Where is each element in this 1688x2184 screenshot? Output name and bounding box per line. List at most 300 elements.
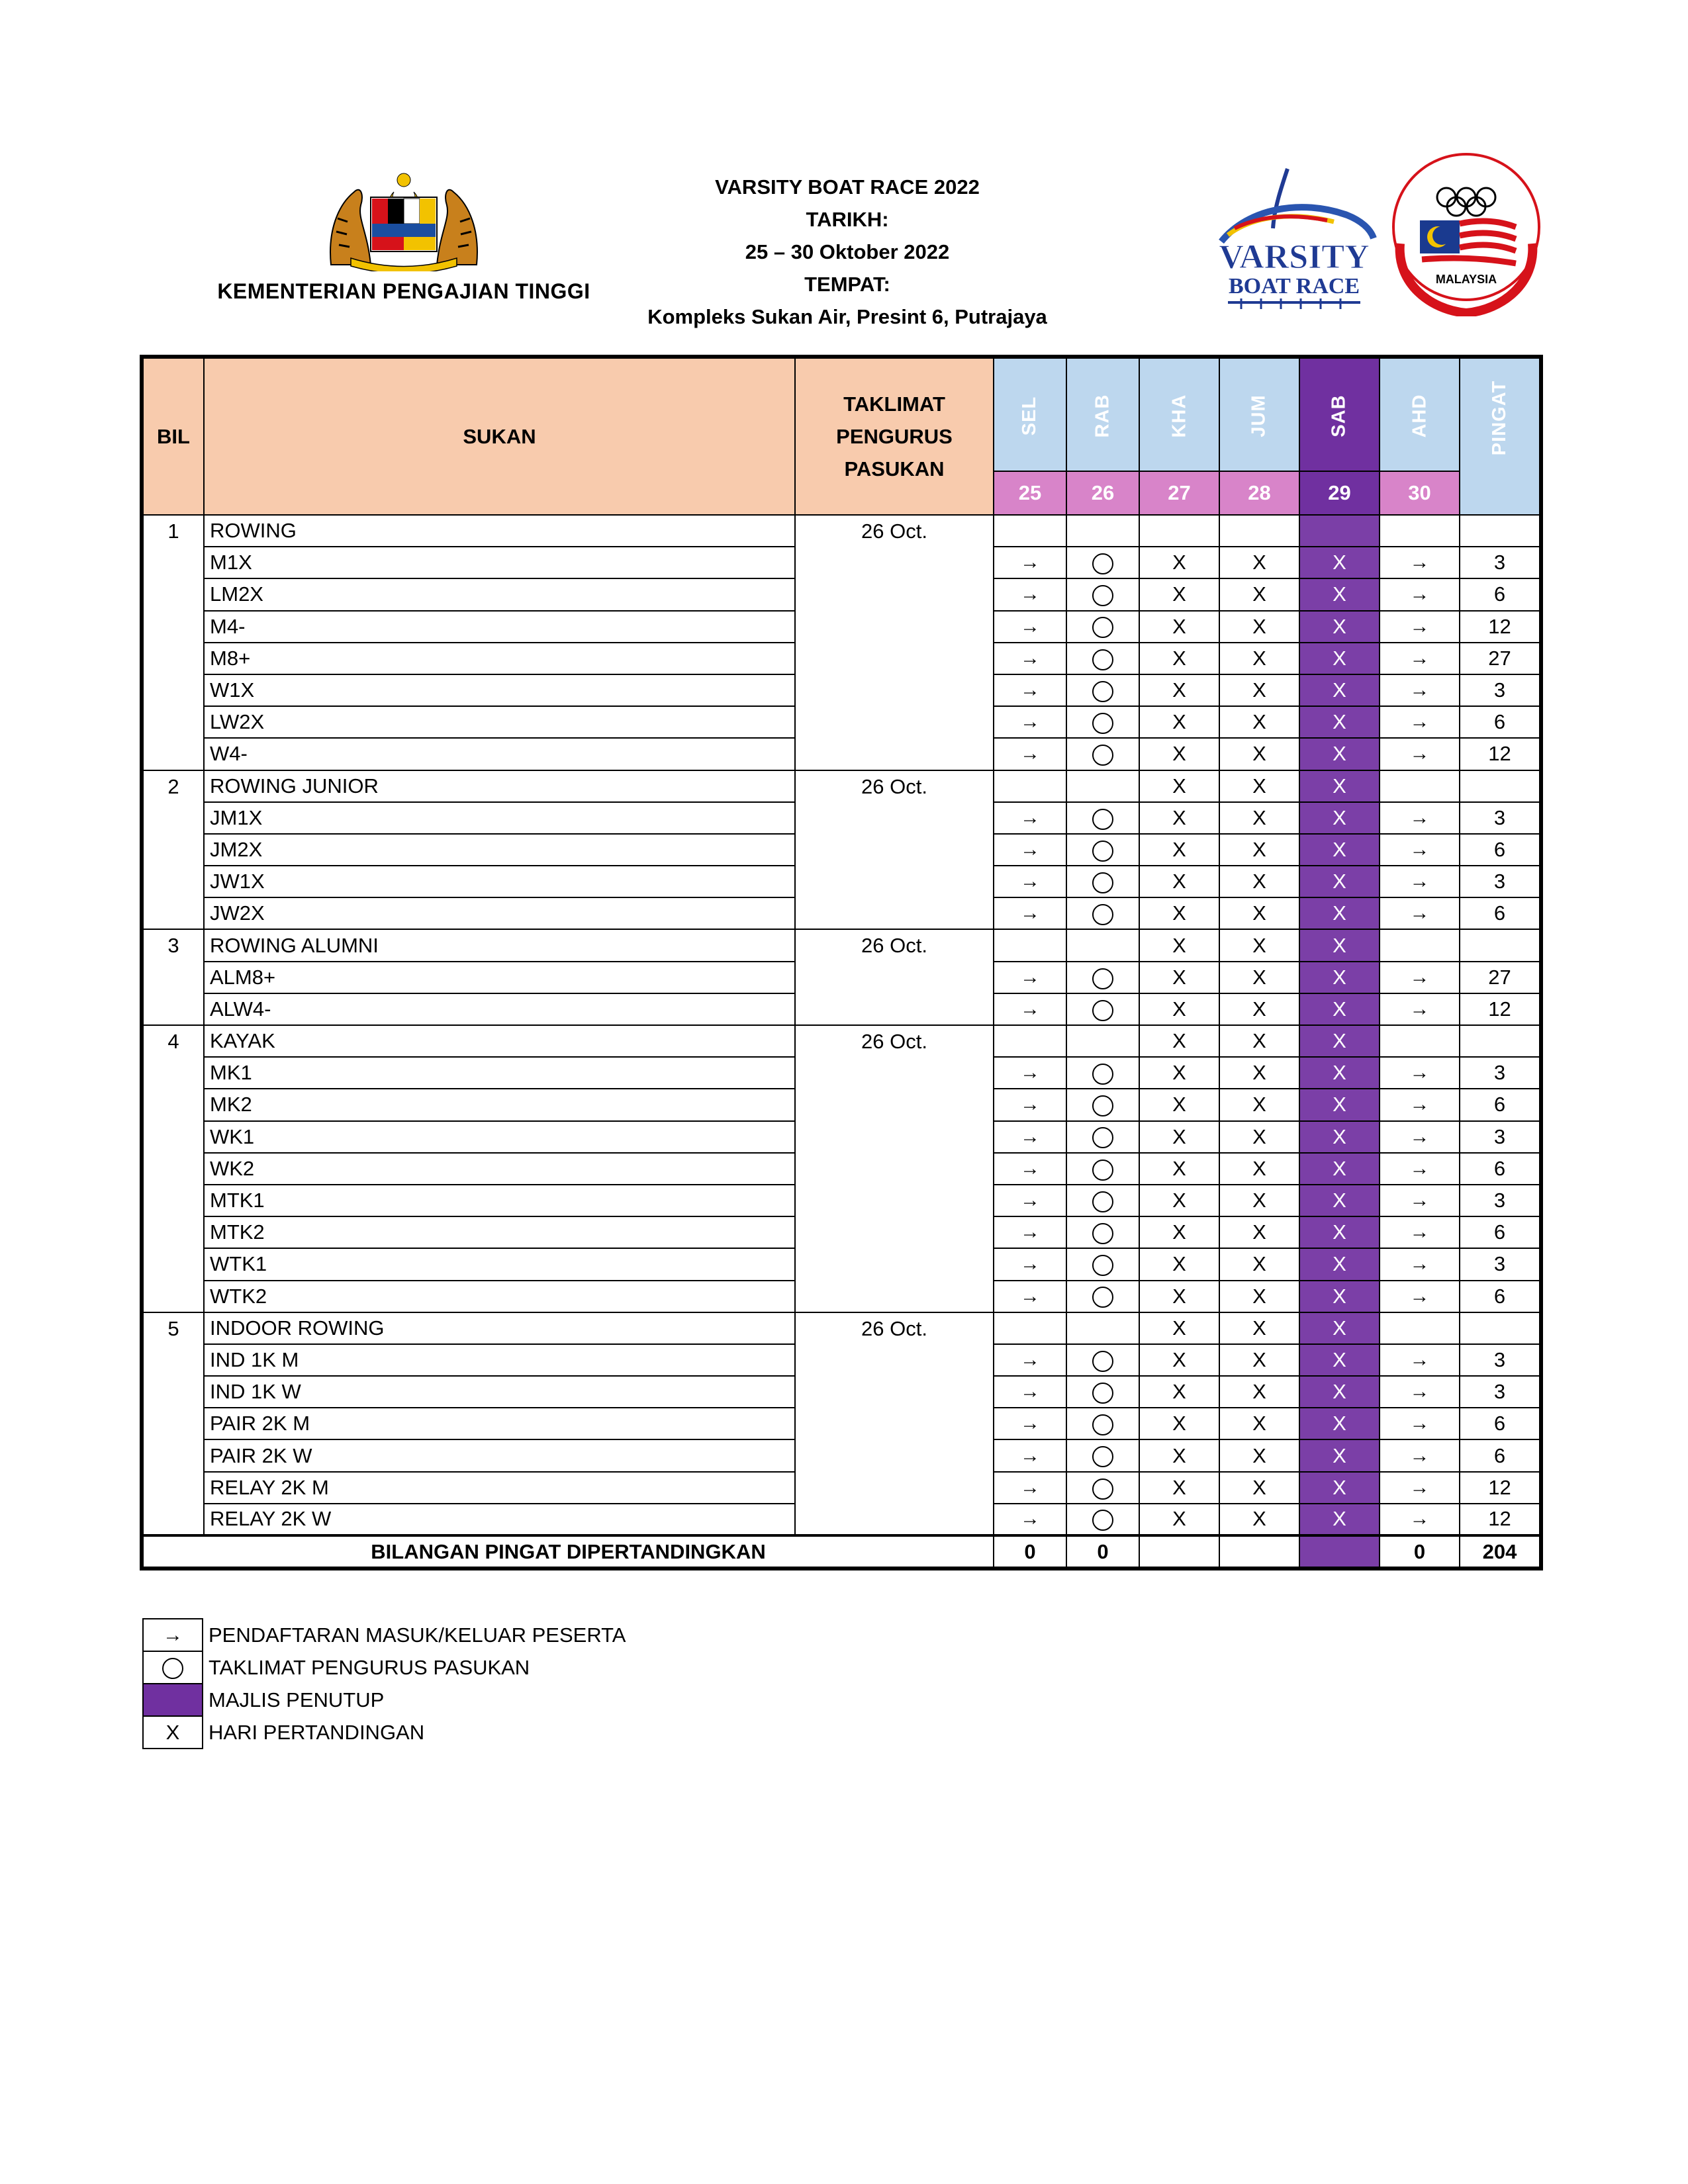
x-mark: X bbox=[1299, 1376, 1380, 1408]
total-day-value bbox=[1139, 1535, 1219, 1567]
x-mark: X bbox=[1299, 674, 1380, 706]
x-mark: X bbox=[1219, 1185, 1299, 1216]
arrow-icon: → bbox=[994, 1057, 1066, 1089]
total-day-value: 0 bbox=[994, 1535, 1066, 1567]
medal-count: 3 bbox=[1460, 1121, 1540, 1153]
legend-label: MAJLIS PENUTUP bbox=[209, 1688, 385, 1711]
arrow-icon: → bbox=[1380, 1376, 1460, 1408]
circle-icon bbox=[1066, 866, 1139, 897]
circle-icon bbox=[1066, 1089, 1139, 1120]
arrow-icon: → bbox=[1380, 802, 1460, 834]
x-mark: X bbox=[1139, 866, 1219, 897]
x-mark: X bbox=[1299, 1281, 1380, 1312]
x-mark: X bbox=[1219, 802, 1299, 834]
medal-count bbox=[1460, 515, 1540, 547]
venue-label: TEMPAT: bbox=[804, 273, 890, 296]
arrow-icon: → bbox=[1380, 993, 1460, 1025]
x-mark: X bbox=[1219, 929, 1299, 961]
empty-cell bbox=[1066, 515, 1139, 547]
group-number: 1 bbox=[143, 515, 204, 770]
empty-cell bbox=[994, 1025, 1066, 1057]
x-mark: X bbox=[1139, 1504, 1219, 1535]
x-mark: X bbox=[1299, 1344, 1380, 1376]
varsity-boat-race-logo bbox=[1208, 162, 1380, 314]
event-name: IND 1K M bbox=[204, 1344, 795, 1376]
medal-count: 12 bbox=[1460, 738, 1540, 770]
x-mark: X bbox=[1299, 1408, 1380, 1439]
x-mark: X bbox=[1139, 834, 1219, 866]
arrow-icon: → bbox=[1380, 1185, 1460, 1216]
medal-count: 3 bbox=[1460, 1057, 1540, 1089]
x-mark: X bbox=[1219, 1089, 1299, 1120]
x-mark: X bbox=[1139, 962, 1219, 993]
x-mark: X bbox=[1139, 1121, 1219, 1153]
ministry-name: KEMENTERIAN PENGAJIAN TINGGI bbox=[217, 279, 590, 303]
purple-swatch bbox=[143, 1684, 203, 1716]
arrow-icon: → bbox=[1380, 1153, 1460, 1185]
event-name: PAIR 2K M bbox=[204, 1408, 795, 1439]
x-mark: X bbox=[1219, 993, 1299, 1025]
medal-count bbox=[1460, 770, 1540, 802]
schedule-body bbox=[143, 515, 1540, 1567]
arrow-icon: → bbox=[1380, 1057, 1460, 1089]
x-mark: X bbox=[1299, 738, 1380, 770]
event-name: LM2X bbox=[204, 578, 795, 610]
medal-count: 6 bbox=[1460, 1439, 1540, 1471]
x-mark: X bbox=[1219, 738, 1299, 770]
empty-cell bbox=[994, 929, 1066, 961]
event-name: MK2 bbox=[204, 1089, 795, 1120]
x-mark: X bbox=[1139, 674, 1219, 706]
x-mark: X bbox=[1139, 1344, 1219, 1376]
x-mark: X bbox=[1299, 1504, 1380, 1535]
x-mark: X bbox=[1139, 993, 1219, 1025]
event-name: IND 1K W bbox=[204, 1376, 795, 1408]
empty-cell bbox=[1066, 929, 1139, 961]
taklimat-date: 26 Oct. bbox=[795, 770, 994, 930]
medal-count: 3 bbox=[1460, 547, 1540, 578]
arrow-icon: → bbox=[1380, 1408, 1460, 1439]
x-mark: X bbox=[1299, 1472, 1380, 1504]
x-mark: X bbox=[1139, 738, 1219, 770]
circle-icon bbox=[1066, 1439, 1139, 1471]
x-mark: X bbox=[1219, 1408, 1299, 1439]
empty-cell bbox=[1139, 515, 1219, 547]
arrow-icon: → bbox=[1380, 674, 1460, 706]
group-row bbox=[143, 770, 1540, 802]
group-number: 2 bbox=[143, 770, 204, 930]
medal-count: 6 bbox=[1460, 1153, 1540, 1185]
x-mark: X bbox=[1219, 578, 1299, 610]
arrow-icon: → bbox=[994, 1344, 1066, 1376]
medal-count: 3 bbox=[1460, 674, 1540, 706]
x-mark: X bbox=[1139, 929, 1219, 961]
medal-count: 6 bbox=[1460, 1216, 1540, 1248]
empty-cell bbox=[1380, 929, 1460, 961]
x-mark: X bbox=[1139, 1057, 1219, 1089]
svg-text:BOAT RACE: BOAT RACE bbox=[1228, 274, 1360, 298]
empty-cell bbox=[994, 1312, 1066, 1344]
legend bbox=[142, 1618, 627, 1749]
arrow-icon: → bbox=[994, 578, 1066, 610]
medal-count: 6 bbox=[1460, 578, 1540, 610]
col-taklimat-header: TAKLIMAT PENGURUS PASUKAN bbox=[795, 358, 994, 515]
coat-of-arms-logo bbox=[324, 165, 483, 271]
event-name: WK1 bbox=[204, 1121, 795, 1153]
schedule-table bbox=[142, 357, 1540, 1568]
medal-count: 3 bbox=[1460, 1185, 1540, 1216]
date-25: 25 bbox=[994, 471, 1066, 515]
circle-icon bbox=[1066, 1153, 1139, 1185]
event-name: M1X bbox=[204, 547, 795, 578]
arrow-icon: → bbox=[1380, 1504, 1460, 1535]
x-mark: X bbox=[1299, 1185, 1380, 1216]
group-row bbox=[143, 1025, 1540, 1057]
x-mark: X bbox=[1139, 1248, 1219, 1280]
empty-cell bbox=[1380, 1025, 1460, 1057]
col-bil-header: BIL bbox=[143, 358, 204, 515]
medal-count: 3 bbox=[1460, 1248, 1540, 1280]
arrow-icon: → bbox=[1380, 962, 1460, 993]
event-title: VARSITY BOAT RACE 2022 bbox=[715, 175, 980, 199]
arrow-icon: → bbox=[994, 706, 1066, 738]
x-mark: X bbox=[1219, 962, 1299, 993]
date-28: 28 bbox=[1219, 471, 1299, 515]
x-mark: X bbox=[1299, 1312, 1380, 1344]
x-mark: X bbox=[1219, 1153, 1299, 1185]
arrow-icon: → bbox=[994, 866, 1066, 897]
legend-item bbox=[143, 1619, 626, 1651]
x-mark: X bbox=[1139, 611, 1219, 643]
arrow-icon: → bbox=[994, 674, 1066, 706]
day-header-rab: RAB bbox=[1066, 358, 1139, 471]
arrow-icon: → bbox=[994, 1121, 1066, 1153]
medal-count: 6 bbox=[1460, 834, 1540, 866]
event-name: M4- bbox=[204, 611, 795, 643]
x-mark: X bbox=[1219, 1057, 1299, 1089]
arrow-icon: → bbox=[1380, 1472, 1460, 1504]
arrow-icon: → bbox=[1380, 1248, 1460, 1280]
event-name: MTK1 bbox=[204, 1185, 795, 1216]
medal-count: 6 bbox=[1460, 1089, 1540, 1120]
x-mark: X bbox=[1219, 547, 1299, 578]
x-mark: X bbox=[1139, 897, 1219, 929]
event-name: JW1X bbox=[204, 866, 795, 897]
x-mark: X bbox=[1299, 866, 1380, 897]
x-mark: X bbox=[1299, 643, 1380, 674]
x-mark: X bbox=[1219, 1216, 1299, 1248]
legend-item bbox=[143, 1684, 626, 1716]
svg-text:VARSITY: VARSITY bbox=[1219, 238, 1370, 276]
event-name: RELAY 2K M bbox=[204, 1472, 795, 1504]
arrow-icon: → bbox=[1380, 1344, 1460, 1376]
x-mark: X bbox=[1139, 578, 1219, 610]
circle-icon bbox=[1066, 1344, 1139, 1376]
x-mark: X bbox=[1299, 706, 1380, 738]
circle-icon bbox=[1066, 1057, 1139, 1089]
legend-label: PENDAFTARAN MASUK/KELUAR PESERTA bbox=[209, 1623, 626, 1647]
group-row bbox=[143, 515, 1540, 547]
date-value: 25 – 30 Oktober 2022 bbox=[745, 240, 950, 263]
event-name: M8+ bbox=[204, 643, 795, 674]
event-name: RELAY 2K W bbox=[204, 1504, 795, 1535]
circle-icon bbox=[1066, 1216, 1139, 1248]
event-name: JW2X bbox=[204, 897, 795, 929]
x-mark: X bbox=[1299, 1153, 1380, 1185]
circle-icon bbox=[1066, 1281, 1139, 1312]
x-mark: X bbox=[1299, 770, 1380, 802]
circle-icon bbox=[1066, 1121, 1139, 1153]
empty-cell bbox=[994, 515, 1066, 547]
x-mark: X bbox=[1139, 1376, 1219, 1408]
x-mark: X bbox=[1219, 1281, 1299, 1312]
taklimat-date: 26 Oct. bbox=[795, 515, 994, 770]
arrow-icon: → bbox=[1380, 1121, 1460, 1153]
taklimat-date: 26 Oct. bbox=[795, 929, 994, 1025]
x-mark: X bbox=[1219, 1504, 1299, 1535]
x-mark: X bbox=[1139, 1408, 1219, 1439]
day-header-jum: JUM bbox=[1219, 358, 1299, 471]
event-name: ALM8+ bbox=[204, 962, 795, 993]
empty-cell bbox=[1066, 770, 1139, 802]
arrow-icon: → bbox=[994, 1216, 1066, 1248]
group-row bbox=[143, 929, 1540, 961]
x-mark: X bbox=[1219, 1248, 1299, 1280]
group-title: KAYAK bbox=[204, 1025, 795, 1057]
arrow-icon: → bbox=[994, 611, 1066, 643]
x-mark: X bbox=[1139, 1089, 1219, 1120]
taklimat-date: 26 Oct. bbox=[795, 1312, 994, 1535]
legend-label: TAKLIMAT PENGURUS PASUKAN bbox=[209, 1655, 530, 1679]
arrow-icon: → bbox=[1380, 578, 1460, 610]
x-mark: X bbox=[1139, 706, 1219, 738]
total-day-value bbox=[1219, 1535, 1299, 1567]
circle-icon bbox=[1066, 578, 1139, 610]
circle-icon bbox=[143, 1651, 203, 1684]
x-mark: X bbox=[1139, 802, 1219, 834]
day-header-sab: SAB bbox=[1299, 358, 1380, 471]
day-header-ahd: AHD bbox=[1380, 358, 1460, 471]
msum-logo bbox=[1390, 151, 1542, 316]
event-name: ALW4- bbox=[204, 993, 795, 1025]
circle-icon bbox=[1066, 674, 1139, 706]
x-mark: X bbox=[1299, 578, 1380, 610]
arrow-icon: → bbox=[994, 1089, 1066, 1120]
arrow-icon: → bbox=[1380, 643, 1460, 674]
circle-icon bbox=[1066, 897, 1139, 929]
circle-icon bbox=[1066, 1376, 1139, 1408]
arrow-icon: → bbox=[1380, 1216, 1460, 1248]
col-sukan-header: SUKAN bbox=[204, 358, 795, 515]
arrow-icon: → bbox=[994, 1504, 1066, 1535]
empty-cell bbox=[1380, 1312, 1460, 1344]
date-27: 27 bbox=[1139, 471, 1219, 515]
arrow-icon: → bbox=[1380, 611, 1460, 643]
x-mark: X bbox=[1219, 1344, 1299, 1376]
x-mark: X bbox=[1299, 1089, 1380, 1120]
arrow-icon: → bbox=[1380, 1281, 1460, 1312]
medal-count: 6 bbox=[1460, 706, 1540, 738]
x-mark: X bbox=[1219, 897, 1299, 929]
group-row bbox=[143, 1312, 1540, 1344]
x-mark: X bbox=[1299, 547, 1380, 578]
arrow-icon: → bbox=[994, 1472, 1066, 1504]
circle-icon bbox=[1066, 834, 1139, 866]
x-mark: X bbox=[1219, 1439, 1299, 1471]
circle-icon bbox=[1066, 1408, 1139, 1439]
event-name: MTK2 bbox=[204, 1216, 795, 1248]
x-mark: X bbox=[1299, 1216, 1380, 1248]
arrow-icon: → bbox=[994, 1439, 1066, 1471]
x-mark: X bbox=[1299, 962, 1380, 993]
medal-count: 6 bbox=[1460, 1408, 1540, 1439]
x-mark: X bbox=[1219, 1312, 1299, 1344]
date-30: 30 bbox=[1380, 471, 1460, 515]
arrow-icon: → bbox=[994, 1185, 1066, 1216]
circle-icon bbox=[1066, 738, 1139, 770]
total-medals: 204 bbox=[1460, 1535, 1540, 1567]
medal-count: 27 bbox=[1460, 643, 1540, 674]
x-mark: X bbox=[1139, 1216, 1219, 1248]
empty-cell bbox=[1380, 770, 1460, 802]
event-name: PAIR 2K W bbox=[204, 1439, 795, 1471]
x-mark: X bbox=[1219, 1376, 1299, 1408]
medal-count: 12 bbox=[1460, 611, 1540, 643]
venue-value: Kompleks Sukan Air, Presint 6, Putrajaya bbox=[647, 305, 1047, 328]
x-mark: X bbox=[1139, 1281, 1219, 1312]
x-mark: X bbox=[1139, 1439, 1219, 1471]
arrow-icon: → bbox=[143, 1619, 203, 1651]
x-mark: X bbox=[1219, 1121, 1299, 1153]
x-mark: X bbox=[1219, 674, 1299, 706]
total-day-value: 0 bbox=[1066, 1535, 1139, 1567]
legend-item bbox=[143, 1651, 626, 1684]
group-title: ROWING bbox=[204, 515, 795, 547]
event-info bbox=[583, 171, 1112, 333]
x-mark: X bbox=[1299, 1025, 1380, 1057]
medal-count bbox=[1460, 1312, 1540, 1344]
x-mark: X bbox=[1299, 1057, 1380, 1089]
arrow-icon: → bbox=[994, 897, 1066, 929]
total-day-value: 0 bbox=[1380, 1535, 1460, 1567]
group-number: 3 bbox=[143, 929, 204, 1025]
x-mark: X bbox=[1219, 611, 1299, 643]
x-mark: X bbox=[1219, 643, 1299, 674]
empty-cell bbox=[994, 770, 1066, 802]
svg-text:MALAYSIA: MALAYSIA bbox=[1435, 273, 1497, 286]
circle-icon bbox=[1066, 802, 1139, 834]
arrow-icon: → bbox=[994, 962, 1066, 993]
circle-icon bbox=[1066, 643, 1139, 674]
empty-cell bbox=[1380, 515, 1460, 547]
x-mark: X bbox=[1299, 1248, 1380, 1280]
day-header-kha: KHA bbox=[1139, 358, 1219, 471]
empty-cell bbox=[1066, 1025, 1139, 1057]
x-mark: X bbox=[1139, 1185, 1219, 1216]
arrow-icon: → bbox=[994, 1376, 1066, 1408]
x-mark: X bbox=[1139, 1025, 1219, 1057]
arrow-icon: → bbox=[994, 1408, 1066, 1439]
x-mark: X bbox=[1299, 802, 1380, 834]
col-pingat-header: PINGAT bbox=[1460, 358, 1540, 515]
group-title: ROWING ALUMNI bbox=[204, 929, 795, 961]
x-mark: X bbox=[1139, 1153, 1219, 1185]
x-mark: X bbox=[1139, 547, 1219, 578]
circle-icon bbox=[1066, 1472, 1139, 1504]
arrow-icon: → bbox=[1380, 866, 1460, 897]
x-mark: X bbox=[1299, 993, 1380, 1025]
circle-icon bbox=[1066, 706, 1139, 738]
medal-count: 3 bbox=[1460, 1344, 1540, 1376]
day-header-sel: SEL bbox=[994, 358, 1066, 471]
event-name: WTK2 bbox=[204, 1281, 795, 1312]
arrow-icon: → bbox=[994, 834, 1066, 866]
x-mark: X bbox=[1299, 834, 1380, 866]
event-name: MK1 bbox=[204, 1057, 795, 1089]
medal-count: 12 bbox=[1460, 1472, 1540, 1504]
x-mark: X bbox=[1139, 770, 1219, 802]
total-row bbox=[143, 1535, 1540, 1567]
ministry-block bbox=[192, 165, 616, 311]
event-name: JM1X bbox=[204, 802, 795, 834]
event-name: WK2 bbox=[204, 1153, 795, 1185]
circle-icon bbox=[1066, 993, 1139, 1025]
x-mark: X bbox=[1219, 770, 1299, 802]
medal-count: 3 bbox=[1460, 1376, 1540, 1408]
group-number: 4 bbox=[143, 1025, 204, 1312]
empty-cell bbox=[1299, 515, 1380, 547]
arrow-icon: → bbox=[994, 1281, 1066, 1312]
medal-count: 6 bbox=[1460, 897, 1540, 929]
x-mark: X bbox=[1219, 706, 1299, 738]
medal-count: 3 bbox=[1460, 866, 1540, 897]
arrow-icon: → bbox=[1380, 547, 1460, 578]
taklimat-date: 26 Oct. bbox=[795, 1025, 994, 1312]
x-mark: X bbox=[1219, 834, 1299, 866]
arrow-icon: → bbox=[994, 547, 1066, 578]
medal-count: 27 bbox=[1460, 962, 1540, 993]
legend-label: HARI PERTANDINGAN bbox=[209, 1720, 425, 1744]
total-day-value bbox=[1299, 1535, 1380, 1567]
circle-icon bbox=[1066, 1248, 1139, 1280]
group-title: ROWING JUNIOR bbox=[204, 770, 795, 802]
x-mark: X bbox=[1139, 1472, 1219, 1504]
event-name: WTK1 bbox=[204, 1248, 795, 1280]
circle-icon bbox=[1066, 547, 1139, 578]
empty-cell bbox=[1066, 1312, 1139, 1344]
arrow-icon: → bbox=[994, 1248, 1066, 1280]
circle-icon bbox=[1066, 1504, 1139, 1535]
x-mark: X bbox=[1299, 897, 1380, 929]
arrow-icon: → bbox=[1380, 738, 1460, 770]
x-mark: X bbox=[1219, 1025, 1299, 1057]
x-mark-icon: X bbox=[143, 1716, 203, 1749]
arrow-icon: → bbox=[1380, 897, 1460, 929]
x-mark: X bbox=[1299, 611, 1380, 643]
event-name: W1X bbox=[204, 674, 795, 706]
arrow-icon: → bbox=[1380, 706, 1460, 738]
group-title: INDOOR ROWING bbox=[204, 1312, 795, 1344]
circle-icon bbox=[1066, 962, 1139, 993]
date-26: 26 bbox=[1066, 471, 1139, 515]
event-name: LW2X bbox=[204, 706, 795, 738]
x-mark: X bbox=[1299, 1121, 1380, 1153]
x-mark: X bbox=[1139, 1312, 1219, 1344]
circle-icon bbox=[1066, 611, 1139, 643]
arrow-icon: → bbox=[994, 738, 1066, 770]
group-number: 5 bbox=[143, 1312, 204, 1535]
x-mark: X bbox=[1299, 1439, 1380, 1471]
